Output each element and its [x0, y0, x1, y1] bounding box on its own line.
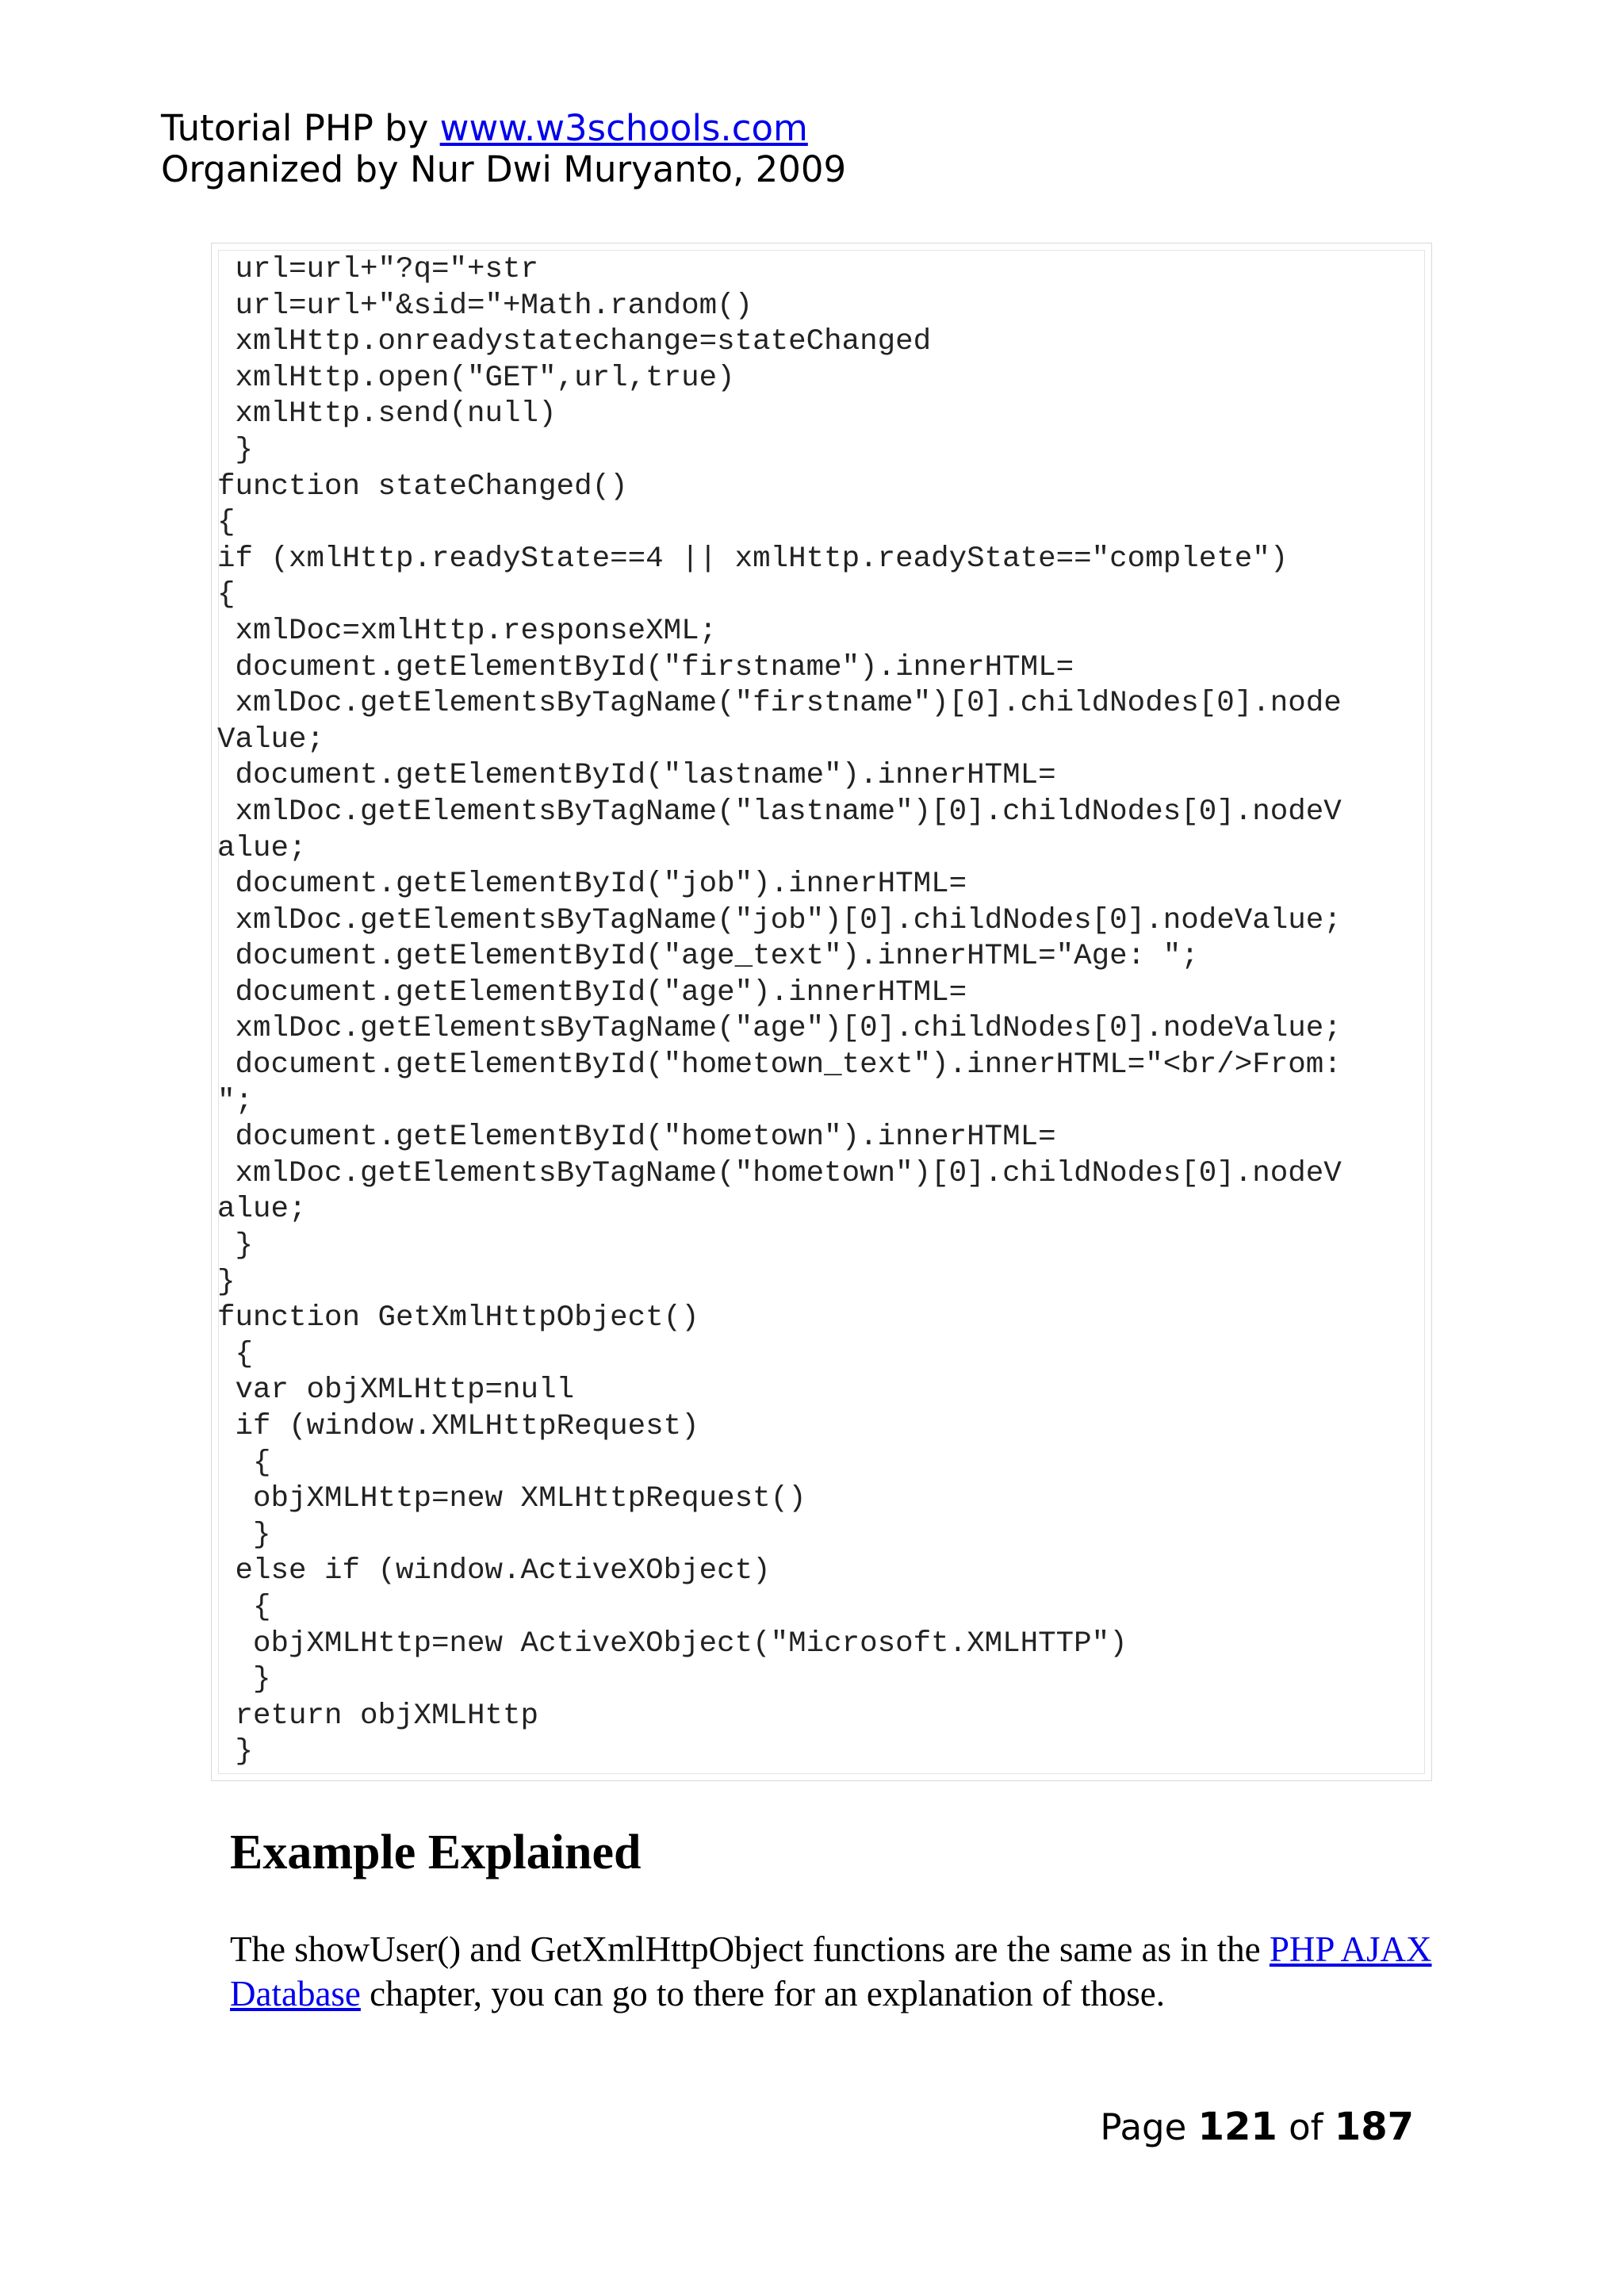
page-footer [1100, 2105, 1414, 2150]
code-line: xmlHttp.open("GET",url,true) [217, 361, 735, 395]
code-line: document.getElementById("age").innerHTML= [217, 975, 967, 1010]
code-line: xmlDoc=xmlHttp.responseXML; [217, 614, 718, 648]
code-line: { [217, 1337, 254, 1371]
code-block [217, 252, 1342, 1771]
section-title: Example Explained [230, 1826, 642, 1879]
code-line: alue; [217, 831, 307, 865]
code-line: else if (window.ActiveXObject) [217, 1554, 771, 1588]
page-number: 121 [1197, 2105, 1277, 2149]
php-ajax-database-link[interactable]: PHP AJAX Database [230, 1929, 1432, 2013]
code-line: url=url+"?q="+str [217, 253, 539, 286]
code-line: { [217, 506, 236, 540]
code-line: if (window.XMLHttpRequest) [217, 1410, 699, 1443]
code-line: } [217, 1229, 254, 1263]
code-line: if (xmlHttp.readyState==4 || xmlHttp.readyState=="complete") [217, 542, 1289, 576]
code-line: } [217, 1265, 236, 1299]
code-line: function GetXmlHttpObject() [217, 1301, 699, 1335]
code-line: document.getElementById("job").innerHTML= [217, 868, 967, 902]
code-line: objXMLHttp=new ActiveXObject("Microsoft.XMLHTTP") [217, 1626, 1128, 1661]
code-line: alue; [217, 1193, 307, 1227]
code-line: xmlHttp.send(null) [217, 397, 557, 431]
code-line: document.getElementById("age_text").innerHTML="Age: "; [217, 940, 1199, 974]
code-line: return objXMLHttp [217, 1699, 539, 1733]
header-line-1 [161, 108, 846, 149]
code-line: { [217, 578, 236, 612]
code-line: document.getElementById("hometown").innerHTML= [217, 1121, 1056, 1155]
code-line: } [217, 433, 254, 467]
code-line: xmlDoc.getElementsByTagName("age")[0].childNodes[0].nodeValue; [217, 1012, 1342, 1046]
code-line: objXMLHttp=new XMLHttpRequest() [217, 1482, 806, 1516]
page-label: Page [1100, 2106, 1198, 2148]
code-line: Value; [217, 722, 325, 757]
code-line: document.getElementById("firstname").innerHTML= [217, 650, 1074, 684]
page-header [161, 108, 846, 190]
w3schools-link[interactable]: www.w3schools.com [439, 107, 808, 149]
code-line: xmlDoc.getElementsByTagName("firstname")[0].childNodes[0].node [217, 687, 1342, 721]
paragraph-text-after: chapter, you can go to there for an explanation of those. [360, 1974, 1165, 2013]
code-line: } [217, 1663, 271, 1697]
code-line: } [217, 1735, 254, 1769]
code-line: url=url+"&sid="+Math.random() [217, 289, 753, 323]
total-pages: 187 [1334, 2105, 1414, 2149]
code-line: function stateChanged() [217, 469, 628, 504]
header-line-2: Organized by Nur Dwi Muryanto, 2009 [161, 148, 847, 190]
explanation-paragraph [230, 1927, 1435, 2016]
code-line: xmlDoc.getElementsByTagName("hometown")[0].childNodes[0].nodeV [217, 1156, 1342, 1190]
code-line: document.getElementById("hometown_text").innerHTML="<br/>From: [217, 1048, 1342, 1082]
code-line: } [217, 1518, 271, 1552]
code-line: xmlHttp.onreadystatechange=stateChanged [217, 325, 932, 359]
header-prefix: Tutorial PHP by [161, 107, 440, 149]
code-line: xmlDoc.getElementsByTagName("job")[0].childNodes[0].nodeValue; [217, 903, 1342, 937]
paragraph-text-before: The showUser() and GetXmlHttpObject functions are the same as in the [230, 1929, 1270, 1969]
code-line: document.getElementById("lastname").innerHTML= [217, 759, 1056, 793]
code-line: var objXMLHttp=null [217, 1374, 575, 1408]
code-line: { [217, 1446, 271, 1480]
code-line: "; [217, 1084, 254, 1118]
code-line: { [217, 1590, 271, 1624]
code-line: xmlDoc.getElementsByTagName("lastname")[0].childNodes[0].nodeV [217, 795, 1342, 829]
of-label: of [1277, 2106, 1335, 2148]
